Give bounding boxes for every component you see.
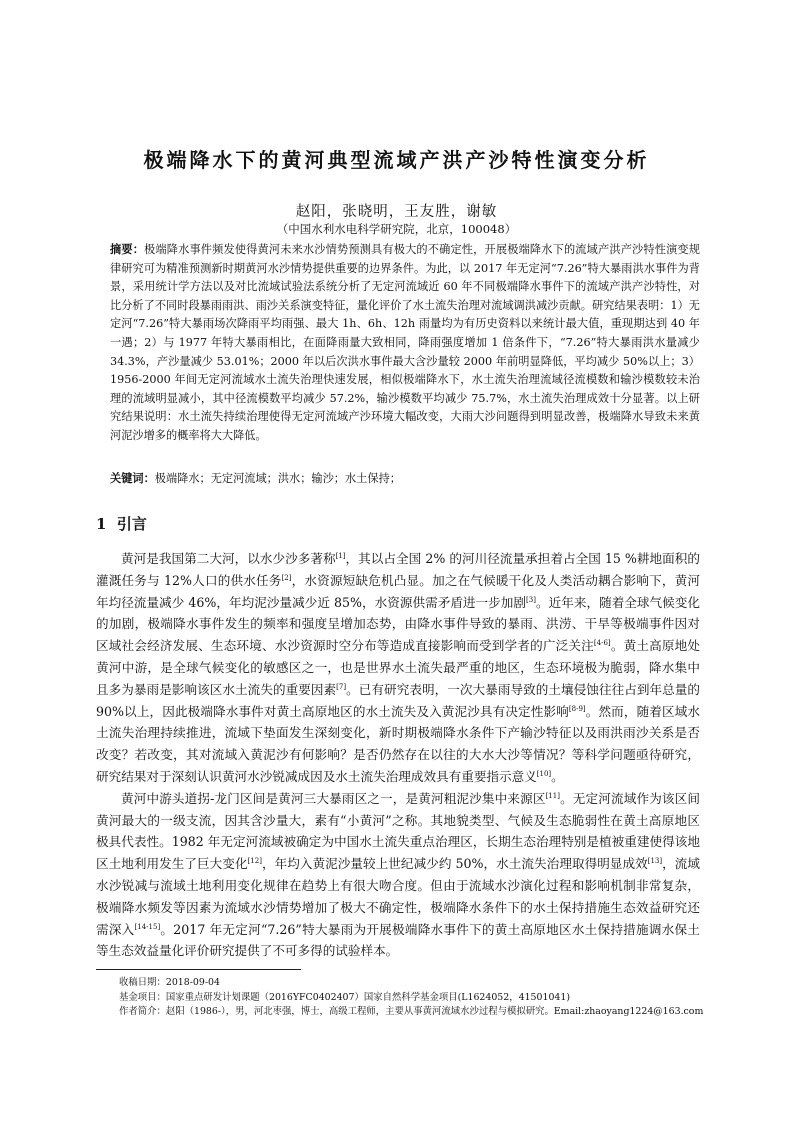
abstract-text: 极端降水事件频发使得黄河未来水沙情势预测具有极大的不确定性，开展极端降水下的流域产洪产沙特性演变规律研究可为精准预测新时期黄河水沙情势提供重要的边界条件。为此，以 2017 年无定河“7.26”特大暴雨洪水事件为背景，采用统计学方法以及对比流域试验法系统分析了无定河流域近 60 年不同极端降水事件下的流域产洪产沙特性，对比分析了不同时段暴雨雨洪、雨沙关系演变特征，量化评价了水土流失治理对流域调洪减沙贡献。研究结果表明：1）无定河“7.26”特大暴雨场次降雨平均雨强、最大 1h、6h、12h 雨量均为有历史资料以来统计最大值，重现期达到 40 年一遇；2）与 1977 年特大暴雨相比，在面降雨量大致相同，降雨强度增加 1 倍条件下，“7.26”特大暴雨洪水量减少 34.3%，产沙量减少 53.01%；2000 年以后次洪水事件最大含沙量较 2000 年前明显降低，平均减少 50%以上；3）1956-2000 年间无定河流域水土流失治理快速发展，相似极端降水下，水土流失治理流域径流模数和输沙模数较未治理的流域明显减小，其中径流模数平均减少 57.2%，输沙模数平均减少 75.7%，水土流失治理成效十分显著。以上研究结果说明：水土流失持续治理使得无定河流域产沙环境大幅改变，大雨大沙问题得到明显改善，极端降水导致未来黄河泥沙增多的概率将大大降低。	[110, 243, 700, 442]
section-heading	[96, 513, 147, 534]
paragraph-text: ，流域水沙锐减与流域土地利用变化规律在趋势上有很大吻合度。但由于流域水沙演化过程和影响机制非常复杂，极端降水频发等因素为流域水沙情势增加了极大不确定性，极端降水条件下的水土保持措施生态效益研究还需深入	[96, 856, 701, 937]
body-text	[96, 548, 700, 962]
paragraph-text: ，水资源短缺危机凸显。加之在气候暖干化及人类活动耦合影响下，黄河年均径流量减少 46%，年均泥沙量减少近 85%，水资源供需矛盾进一步加剧	[96, 572, 701, 610]
paragraph-text: 。近年来，随着全球气候变化的加剧，极端降水事件发生的频率和强度呈增加态势，由降水事件导致的暴雨、洪涝、干旱等极端事件因对区域社会经济发展、生态环境、水沙资源时空分布等造成直接影响而受到学者的广泛关注	[96, 594, 700, 654]
paragraph	[96, 548, 700, 788]
abstract-label: 摘要：	[110, 242, 145, 256]
paragraph-text: 。	[551, 768, 564, 784]
funding: 基金项目：国家重点研发计划课题（2016YFC0402407）国家自然科学基金项目(L1624052，41501041)	[119, 991, 570, 1003]
paper-title: 极端降水下的黄河典型流域产洪产沙特性演变分析	[143, 148, 650, 172]
footnotes	[119, 976, 719, 1020]
citation: [3]	[526, 595, 536, 604]
citation: [8-9]	[568, 704, 586, 713]
citation: [7]	[336, 682, 347, 691]
citation: [11]	[545, 791, 560, 800]
citation: [4-6]	[593, 639, 611, 647]
citation: [2]	[281, 573, 292, 582]
paragraph-text: 。黄土高原地处黄河中游，是全球气候变化的敏感区之一，也是世界水土流失最严重的地区，生态环境极为脆弱，降水集中且多为暴雨是影响该区水土流失的重要因素	[96, 638, 701, 697]
citation: [13]	[647, 856, 663, 865]
paragraph	[96, 788, 700, 962]
section-title: 引言	[116, 515, 147, 533]
citation: [10]	[536, 769, 552, 778]
abstract	[110, 240, 700, 446]
keywords-text: 极端降水；无定河流域；洪水；输沙；水土保持；	[154, 472, 401, 485]
paragraph-text: 黄河中游头道拐-龙门区间是黄河三大暴雨区之一，是黄河粗泥沙集中来源区	[121, 790, 546, 806]
citation: [1]	[335, 551, 346, 560]
author-bio: 作者简介：赵阳（1986-），男，河北枣强，博士，高级工程师，主要从事黄河流域水沙过程与模拟研究。Email:zhaoyang1224@163.com	[119, 1006, 704, 1017]
author-list: 赵阳，张晓明，王友胜，谢敏	[295, 204, 498, 220]
affiliation: （中国水利水电科学研究院，北京，100048）	[276, 222, 517, 236]
section-number: 1	[96, 515, 107, 533]
paragraph-text: 。无定河流域作为该区间黄河最大的一级支流，因其含沙量大，素有“小黄河”之称。其地貌类型、气候及生态脆弱性在黄土高原地区极具代表性。1982 年无定河流域被确定为中国水土流失重点治理区，长期生态治理特别是植被重建使得该地区土地利用发生了巨大变化	[96, 790, 700, 872]
citation: [12]	[247, 856, 262, 865]
paragraph-text: 。已有研究表明，一次大暴雨导致的土壤侵蚀往往占到年总量的 90%以上，因此极端降水事件对黄土高原地区的水土流失及入黄泥沙具有决定性影响	[96, 681, 701, 719]
paragraph-text: ，其以占全国 2% 的河川径流量承担着占全国 15 %耕地面积的灌溉任务与 12%人口的供水任务	[96, 551, 701, 588]
paragraph-text: 。然而，随着区域水土流失治理持续推进，流域下垫面发生深刻变化，新时期极端降水条件下产输沙特征以及雨洪雨沙关系是否改变？若改变，其对流域入黄泥沙有何影响？是否仍然存在以往的大水大沙等情况？等科学问题亟待研究，研究结果对于深刻认识黄河水沙锐减成因及水土流失治理成效具有重要指示意义	[96, 703, 700, 784]
paragraph-text: ，年均入黄泥沙量较上世纪减少约 50%，水土流失治理取得明显成效	[261, 856, 648, 872]
keywords-label: 关键词：	[110, 471, 155, 485]
keywords	[110, 470, 700, 486]
citation: [14-15]	[134, 922, 161, 931]
footnote-rule	[96, 969, 301, 970]
paragraph-text: 。2017 年无定河“7.26”特大暴雨为开展极端降水事件下的黄土高原地区水土保持措施调水保土等生态效益量化评价研究提供了不可多得的试验样本。	[96, 921, 700, 959]
paragraph-text: 黄河是我国第二大河，以水少沙多著称	[121, 551, 336, 566]
received-date: 收稿日期：2018-09-04	[119, 977, 220, 988]
